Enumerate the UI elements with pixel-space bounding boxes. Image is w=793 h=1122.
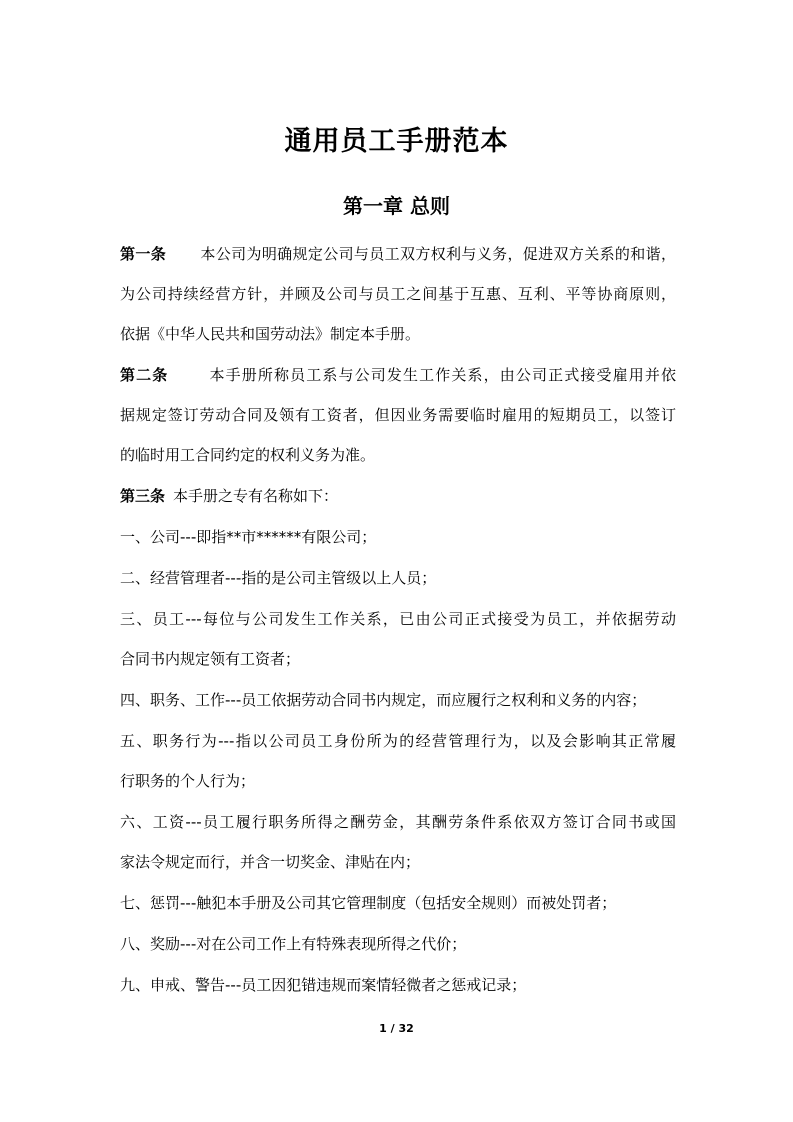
page-number: 1 / 32 — [379, 1022, 414, 1035]
definition-item — [120, 721, 676, 801]
definition-line: 七、惩罚---触犯本手册及公司其它管理制度（包括安全规则）而被处罚者； — [120, 894, 617, 912]
definition-line: 一、公司---即指**市******有限公司； — [120, 528, 377, 546]
article-3 — [120, 476, 676, 516]
article-line — [120, 234, 676, 274]
article-line — [120, 476, 676, 516]
article-line: 据规定签订劳动合同及领有工资者，但因业务需要临时雇用的短期员工，以签订 — [120, 406, 676, 424]
article-label: 第一条 — [120, 245, 167, 263]
definition-item — [120, 517, 676, 557]
definition-line: 九、申戒、警告---员工因犯错违规而案情轻微者之惩戒记录； — [120, 976, 527, 994]
chapter-heading: 第一章 总则 — [343, 194, 450, 218]
definition-line: 五、职务行为---指以公司员工身份所为的经营管理行为，以及会影响其正常履 — [120, 732, 676, 750]
definition-item — [120, 924, 676, 964]
definition-line: 家法令规定而行，并含一切奖金、津贴在内； — [120, 853, 421, 871]
definition-line: 六、工资---员工履行职务所得之酬劳金，其酬劳条件系依双方签订合同书或国 — [120, 813, 676, 831]
definition-line: 四、职务、工作---员工依据劳动合同书内规定，而应履行之权利和义务的内容； — [120, 691, 647, 709]
definition-line: 三、员工---每位与公司发生工作关系，已由公司正式接受为员工，并依据劳动 — [120, 610, 676, 628]
definition-item — [120, 599, 676, 679]
definition-item — [120, 965, 676, 1005]
definition-item — [120, 883, 676, 923]
document-body — [120, 234, 676, 1006]
article-line: 为公司持续经营方针，并顾及公司与员工之间基于互惠、互利、平等协商原则， — [120, 285, 676, 303]
document-title: 通用员工手册范本 — [284, 126, 509, 157]
definition-item — [120, 680, 676, 720]
definition-line: 二、经营管理者---指的是公司主管级以上人员； — [120, 569, 437, 587]
article-line — [120, 355, 676, 395]
definition-line: 行职务的个人行为； — [120, 772, 256, 790]
article-label: 第三条 — [120, 487, 166, 505]
article-label: 第二条 — [120, 366, 169, 384]
article-text: 本手册所称员工系与公司发生工作关系，由公司正式接受雇用并依 — [208, 366, 676, 384]
article-line: 的临时用工合同约定的权利义务为准。 — [120, 446, 376, 464]
article-2 — [120, 355, 676, 475]
definition-line: 合同书内规定领有工资者； — [120, 650, 301, 668]
definition-line: 八、奖励---对在公司工作上有特殊表现所得之代价； — [120, 935, 467, 953]
article-line: 依据《中华人民共和国劳动法》制定本手册。 — [120, 325, 421, 343]
definition-item — [120, 558, 676, 598]
article-1 — [120, 234, 676, 354]
article-text: 本手册之专有名称如下： — [173, 487, 339, 505]
article-text: 本公司为明确规定公司与员工双方权利与义务，促进双方关系的和谐， — [200, 245, 676, 263]
definition-item — [120, 802, 676, 882]
